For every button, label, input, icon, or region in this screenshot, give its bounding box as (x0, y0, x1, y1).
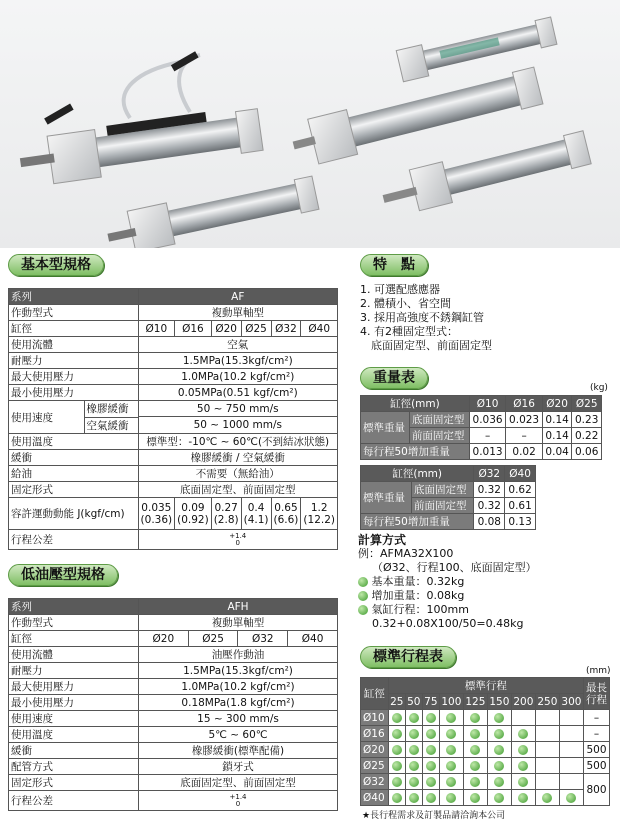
available-dot-icon (494, 761, 504, 771)
stroke-unit: (mm) (586, 666, 611, 676)
available-dot-icon (446, 745, 456, 755)
stroke-header: 50 (407, 695, 421, 708)
available-dot-icon (426, 713, 436, 723)
stroke-footnote: ★長行程需求及訂製品請洽詢本公司 (362, 811, 506, 821)
available-dot-icon (446, 777, 456, 787)
available-dot-icon (426, 777, 436, 787)
stroke-header: 75 (424, 695, 438, 708)
stroke-header: 250 (537, 695, 558, 708)
table-row: Ø40 (361, 790, 610, 806)
stroke-header: 200 (513, 695, 534, 708)
weight-table-2: 缸徑(mm) Ø32 Ø40 標準重量 底面固定型 0.32 0.62 前面固定型 0.32 0.61 每行程50增加重量 0.08 0.13 (360, 465, 536, 530)
weight-unit: (kg) (590, 383, 608, 393)
available-dot-icon (409, 713, 419, 723)
table-row: Ø10 – (361, 710, 610, 726)
available-dot-icon (392, 777, 402, 787)
available-dot-icon (518, 793, 528, 803)
available-dot-icon (409, 761, 419, 771)
available-dot-icon (409, 729, 419, 739)
stroke-title: 標準行程表 (360, 646, 456, 668)
available-dot-icon (426, 745, 436, 755)
lowoil-spec-title: 低油壓型規格 (8, 564, 118, 586)
available-dot-icon (426, 761, 436, 771)
available-dot-icon (446, 729, 456, 739)
available-dot-icon (409, 777, 419, 787)
series-name: AF (138, 289, 337, 305)
available-dot-icon (494, 745, 504, 755)
available-dot-icon (518, 745, 528, 755)
table-row: Ø16 – (361, 726, 610, 742)
table-row: Ø25 500 (361, 758, 610, 774)
available-dot-icon (494, 713, 504, 723)
available-dot-icon (426, 729, 436, 739)
table-row: Ø20 500 (361, 742, 610, 758)
row-label: 缸徑 (9, 321, 139, 337)
basic-spec-title: 基本型規格 (8, 254, 104, 276)
stroke-header: 100 (441, 695, 462, 708)
stroke-header: 125 (465, 695, 486, 708)
available-dot-icon (392, 745, 402, 755)
available-dot-icon (392, 793, 402, 803)
stroke-header: 150 (489, 695, 510, 708)
available-dot-icon (470, 793, 480, 803)
calc-block: 計算方式 例：AFMA32X100 （Ø32、行程100、底面固定型） 基本重量：0.32kg 增加重量：0.08kg 氣缸行程：100mm 0.32+0.08X100/50=0.48kg (358, 533, 537, 630)
available-dot-icon (494, 793, 504, 803)
available-dot-icon (518, 777, 528, 787)
features-title: 特 點 (360, 254, 428, 276)
bullet-icon (358, 577, 368, 587)
available-dot-icon (392, 761, 402, 771)
available-dot-icon (446, 793, 456, 803)
available-dot-icon (470, 729, 480, 739)
available-dot-icon (446, 713, 456, 723)
stroke-header: 300 (559, 694, 583, 710)
row-label: 作動型式 (9, 305, 139, 321)
available-dot-icon (518, 729, 528, 739)
available-dot-icon (392, 729, 402, 739)
basic-spec-table: 系列 AF 作動型式 複動單軸型 缸徑 Ø10 Ø16 Ø20 Ø25 Ø32 Ø40 使用流體 空氣 耐壓力 1.5MPa(15.3kgf/cm²) 最大使用壓力 1.0MPa(10.2 kgf/cm²) 最小使用壓力 0.05MPa(0.51 kgf/cm²) 使用速度 橡膠緩衝 空氣緩衝 50 ~ 750 mm/s 50 ~ 1000 mm/s 使用溫度 標準型：-10℃ ~ 60℃(不到結冰狀態) 緩衝 橡膠緩衝 / 空氣緩衝 給油 不需要（無給油） 固定形式 底面固定型、前面固定型 容許運動動能 J(kgf/cm) 0.035 (0.36) 0.09 (0.92) 0.27 (2.8) 0.4 (4.1) 0.65 (6.6) 1.2 (12.2) 行程公差 +1.4 0 (8, 288, 338, 550)
available-dot-icon (409, 793, 419, 803)
stroke-table: 缸徑 標準行程 最長行程 25 50 75 100 125 150 200 250 300 Ø10 – Ø16 – Ø20 500 Ø25 500 Ø32 800 Ø40 (360, 677, 610, 806)
available-dot-icon (470, 713, 480, 723)
available-dot-icon (518, 761, 528, 771)
available-dot-icon (426, 793, 436, 803)
features-list: 1. 可選配感應器 2. 體積小、省空間 3. 採用高強度不銹鋼缸管 4. 有2種固定型式： 底面固定型、前面固定型 (360, 283, 492, 352)
available-dot-icon (470, 777, 480, 787)
stroke-header: 25 (390, 695, 404, 708)
available-dot-icon (566, 793, 576, 803)
available-dot-icon (470, 761, 480, 771)
lowoil-spec-table: 系列 AFH 作動型式 複動單軸型 缸徑 Ø20 Ø25 Ø32 Ø40 使用流體 油壓作動油 耐壓力 1.5MPa(15.3kgf/cm²) 最大使用壓力 1.0MPa(10.2 kgf/cm²) 最小使用壓力 0.18MPa(1.8 kgf/cm²) 使用速度 15 ~ 300 mm/s 使用溫度 5℃ ~ 60℃ 緩衝 橡膠緩衝(標準配備) 配管方式 鎖牙式 固定形式 底面固定型、前面固定型 行程公差 +1.4 0 (8, 598, 338, 811)
available-dot-icon (392, 713, 402, 723)
bullet-icon (358, 605, 368, 615)
weight-title: 重量表 (360, 367, 428, 389)
available-dot-icon (409, 745, 419, 755)
available-dot-icon (494, 729, 504, 739)
bullet-icon (358, 591, 368, 601)
available-dot-icon (542, 793, 552, 803)
product-photo (0, 0, 620, 248)
available-dot-icon (470, 745, 480, 755)
table-header: 系列 (9, 289, 139, 305)
available-dot-icon (494, 777, 504, 787)
table-row: Ø32 800 (361, 774, 610, 790)
available-dot-icon (446, 761, 456, 771)
weight-table-1: 缸徑(mm) Ø10 Ø16 Ø20 Ø25 標準重量 底面固定型 0.036 0.023 0.14 0.23 前面固定型 – – 0.14 0.22 每行程50增加重量 0.013 0.02 0.04 0.06 (360, 395, 602, 460)
